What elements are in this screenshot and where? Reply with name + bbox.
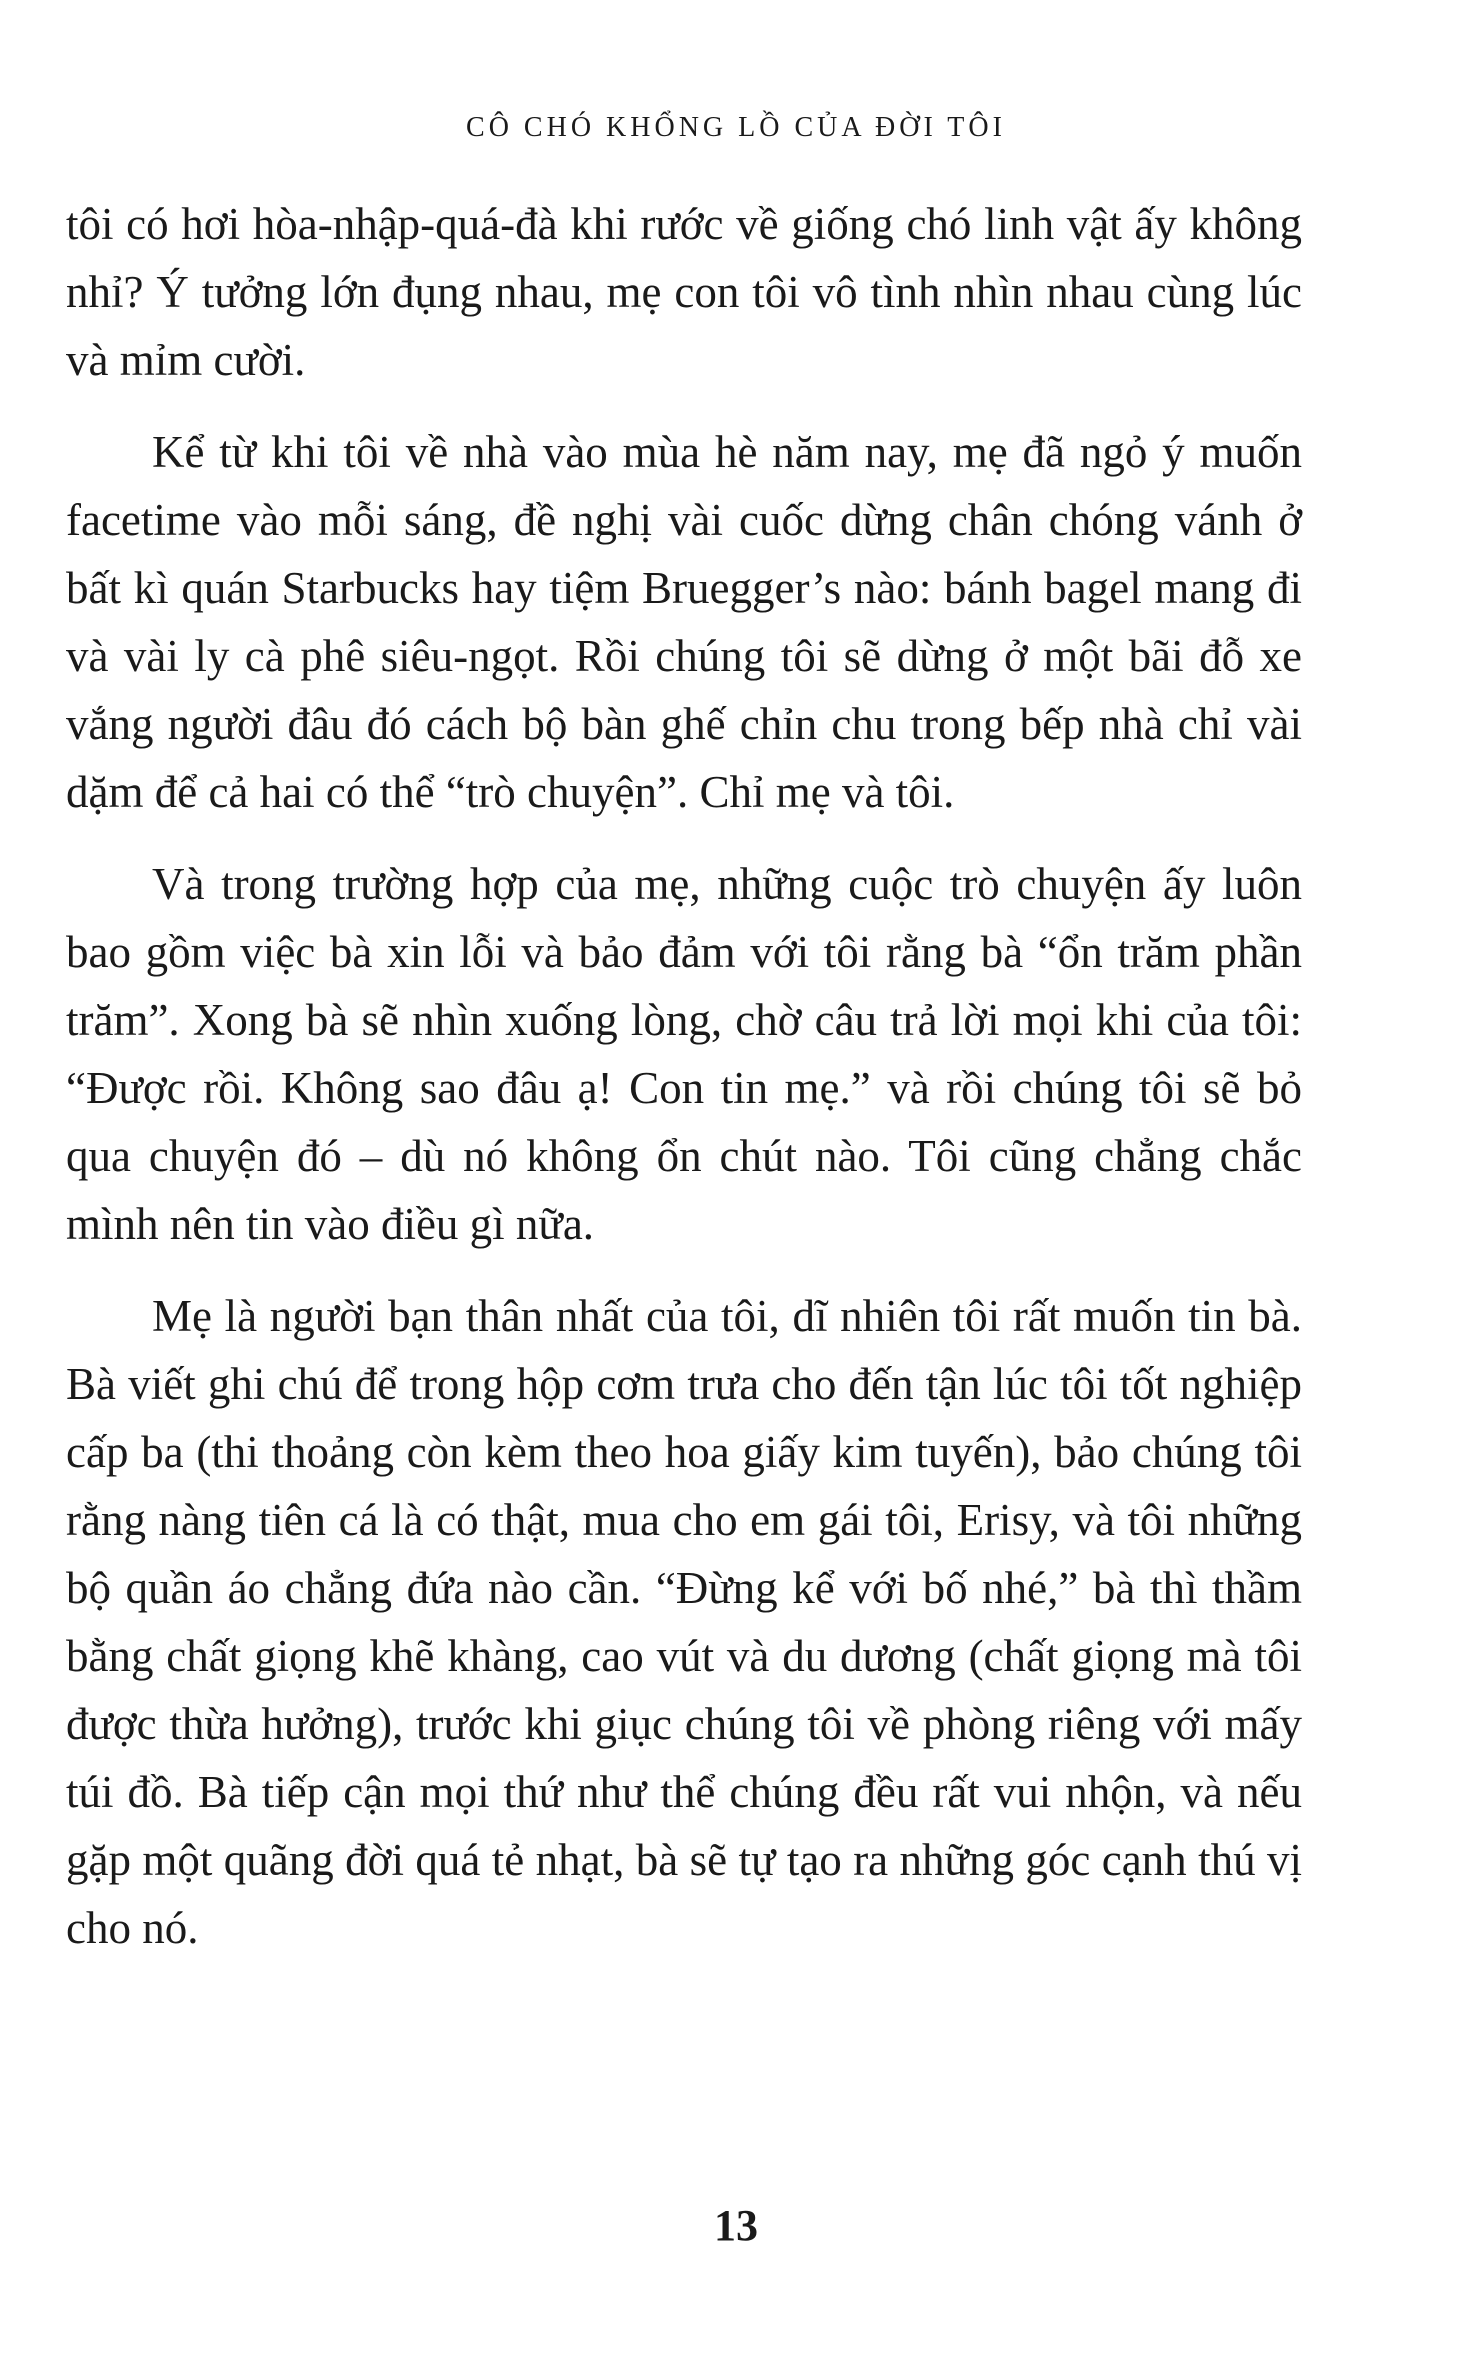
paragraph-3: Và trong trường hợp của mẹ, những cuộc trò chuyện ấy luôn bao gồm việc bà xin lỗi và bảo đảm với tôi rằng bà “ổn trăm phần trăm”. Xong bà sẽ nhìn xuống lòng, chờ câu trả lời mọi khi của tôi: “Được rồi. Không sao đâu ạ! Con tin mẹ.” và rồi chúng tôi sẽ bỏ qua chuyện đó – dù nó không ổn chút nào. Tôi cũng chẳng chắc mình nên tin vào điều gì nữa.: [66, 859, 1302, 1249]
body-text: [66, 190, 1302, 1986]
paragraph-2: Kể từ khi tôi về nhà vào mùa hè năm nay, mẹ đã ngỏ ý muốn facetime vào mỗi sáng, đề nghị vài cuốc dừng chân chóng vánh ở bất kì quán Starbucks hay tiệm Bruegger’s nào: bánh bagel mang đi và vài ly cà phê siêu-ngọt. Rồi chúng tôi sẽ dừng ở một bãi đỗ xe vắng người đâu đó cách bộ bàn ghế chỉn chu trong bếp nhà chỉ vài dặm để cả hai có thể “trò chuyện”. Chỉ mẹ và tôi.: [66, 427, 1302, 817]
paragraph-4: Mẹ là người bạn thân nhất của tôi, dĩ nhiên tôi rất muốn tin bà. Bà viết ghi chú để trong hộp cơm trưa cho đến tận lúc tôi tốt nghiệp cấp ba (thi thoảng còn kèm theo hoa giấy kim tuyến), bảo chúng tôi rằng nàng tiên cá là có thật, mua cho em gái tôi, Erisy, và tôi những bộ quần áo chẳng đứa nào cần. “Đừng kể với bố nhé,” bà thì thầm bằng chất giọng khẽ khàng, cao vút và du dương (chất giọng mà tôi được thừa hưởng), trước khi giục chúng tôi về phòng riêng với mấy túi đồ. Bà tiếp cận mọi thứ như thể chúng đều rất vui nhộn, và nếu gặp một quãng đời quá tẻ nhạt, bà sẽ tự tạo ra những góc cạnh thú vị cho nó.: [66, 1291, 1302, 1953]
running-head: CÔ CHÓ KHỔNG LỒ CỦA ĐỜI TÔI: [466, 112, 1006, 143]
page-number: 13: [714, 2201, 758, 2250]
paragraph-1: tôi có hơi hòa-nhập-quá-đà khi rước về giống chó linh vật ấy không nhỉ? Ý tưởng lớn đụng nhau, mẹ con tôi vô tình nhìn nhau cùng lúc và mỉm cười.: [66, 199, 1302, 385]
